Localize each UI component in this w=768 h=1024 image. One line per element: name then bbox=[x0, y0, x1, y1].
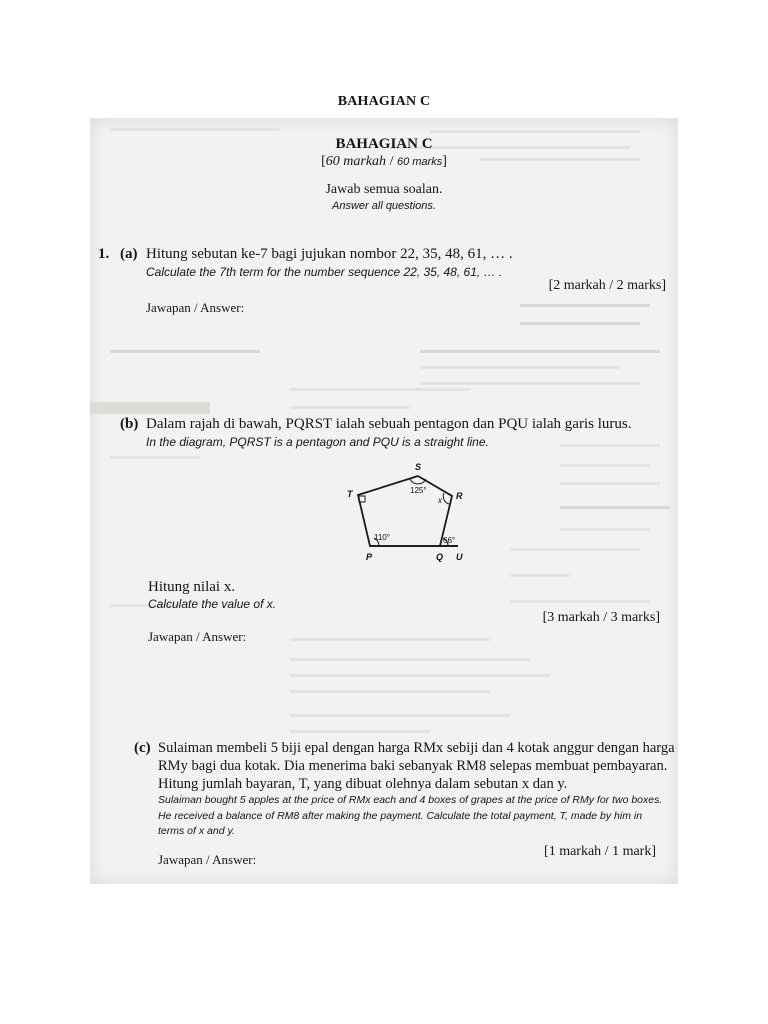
part-a-text-ms: Hitung sebutan ke-7 bagi jujukan nombor 22, 35, 48, 61, … . bbox=[146, 246, 513, 262]
part-c-text-ms-3: Hitung jumlah bayaran, T, yang dibuat olehnya dalam sebutan x dan y. bbox=[158, 776, 568, 792]
part-c-text-en-1: Sulaiman bought 5 apples at the price of RMx each and 4 boxes of grapes at the price of RMy for two boxes. bbox=[158, 794, 663, 806]
page-heading: BAHAGIAN C bbox=[337, 94, 431, 109]
part-b-marks: [3 markah / 3 marks] bbox=[542, 610, 660, 625]
section-total-marks bbox=[90, 154, 678, 170]
scanned-exam-page bbox=[90, 118, 678, 884]
vertex-p: P bbox=[366, 552, 373, 562]
angle-s-label: 125° bbox=[410, 486, 427, 495]
part-a-answer-label: Jawapan / Answer: bbox=[146, 300, 245, 315]
total-marks-en: 60 marks bbox=[396, 156, 443, 168]
section-title: BAHAGIAN C bbox=[335, 136, 433, 152]
vertex-u: U bbox=[456, 552, 463, 562]
total-marks-ms: 60 markah bbox=[325, 154, 387, 169]
part-c-label: (c) bbox=[134, 740, 151, 756]
question-number: 1. bbox=[98, 246, 110, 262]
vertex-s: S bbox=[415, 462, 422, 472]
part-a-text-en: Calculate the 7th term for the number sequence 22, 35, 48, 61, … . bbox=[146, 265, 503, 279]
separator: / bbox=[386, 154, 397, 169]
angle-r-label: x bbox=[438, 496, 442, 505]
part-c-answer-label: Jawapan / Answer: bbox=[158, 852, 257, 867]
instruction-en: Answer all questions. bbox=[332, 200, 436, 212]
part-c-text-ms-1: Sulaiman membeli 5 biji epal dengan harga RMx sebiji dan 4 kotak anggur dengan harga bbox=[158, 740, 675, 756]
part-c-text-en-3: terms of x and y. bbox=[158, 825, 235, 837]
part-b-label: (b) bbox=[120, 416, 139, 432]
part-b-text-ms: Dalam rajah di bawah, PQRST ialah sebuah pentagon dan PQU ialah garis lurus. bbox=[146, 416, 632, 432]
pentagon-diagram bbox=[340, 460, 470, 566]
part-c-marks: [1 markah / 1 mark] bbox=[544, 844, 656, 859]
bracket-close: ] bbox=[442, 154, 447, 169]
part-c-text-en-2: He received a balance of RM8 after making the payment. Calculate the total payment, T, made by him in bbox=[158, 810, 643, 822]
vertex-q: Q bbox=[436, 552, 444, 562]
part-b-answer-label: Jawapan / Answer: bbox=[148, 629, 247, 644]
pentagon-pqrst bbox=[358, 476, 452, 546]
part-b-prompt-en: Calculate the value of x. bbox=[148, 597, 277, 611]
part-c-text-ms-2: RMy bagi dua kotak. Dia menerima baki sebanyak RM8 selepas membuat pembayaran. bbox=[158, 758, 668, 774]
angle-p-label: 110° bbox=[374, 533, 390, 542]
vertex-t: T bbox=[347, 489, 353, 499]
instruction-ms: Jawab semua soalan. bbox=[325, 182, 443, 197]
angle-q-label: 66° bbox=[443, 536, 456, 545]
part-b-prompt-ms: Hitung nilai x. bbox=[148, 579, 236, 595]
part-b-text-en: In the diagram, PQRST is a pentagon and PQU is a straight line. bbox=[146, 435, 489, 449]
part-a-label: (a) bbox=[120, 246, 138, 262]
part-a-marks: [2 markah / 2 marks] bbox=[548, 278, 666, 293]
vertex-r: R bbox=[456, 491, 463, 501]
bracket-open: [ bbox=[321, 154, 326, 169]
